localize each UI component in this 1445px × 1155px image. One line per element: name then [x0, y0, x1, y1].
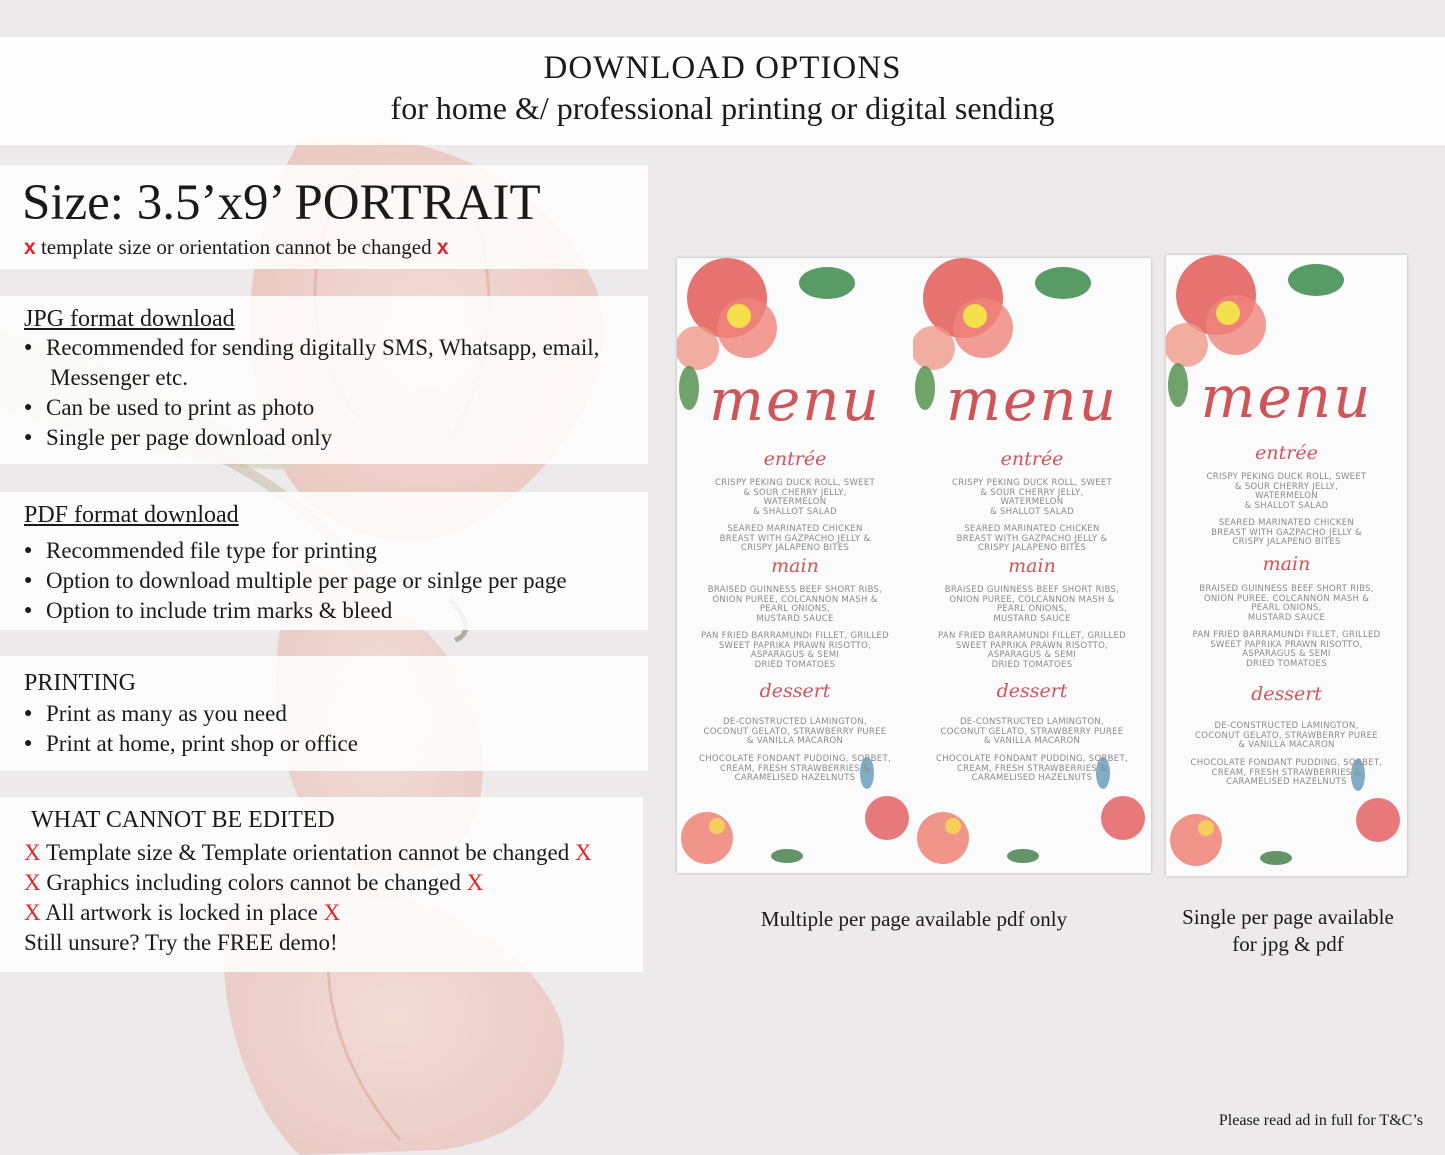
multiple-per-page-mockup [677, 258, 1151, 873]
bullet-icon: ● [24, 573, 33, 588]
menu-item: DE-CONSTRUCTED LAMINGTON, COCONUT GELATO, STRAWBERRY PUREE & VANILLA MACARON [1195, 721, 1378, 750]
jpg-panel [0, 296, 648, 464]
printing-title: PRINTING [24, 670, 136, 696]
x-mark-icon: X [466, 870, 484, 895]
entree-label: entrée [1255, 442, 1318, 464]
cannot-edit-list [24, 838, 592, 958]
menu-card [1166, 255, 1407, 876]
entree-label: entrée [1000, 448, 1064, 470]
closing-line: Still unsure? Try the FREE demo! [24, 930, 338, 955]
list-item: ● Can be used to print as photo [24, 393, 599, 423]
printing-list [24, 699, 358, 759]
jpg-title: JPG format download [24, 306, 235, 332]
list-item: ● Recommended for sending digitally SMS, Whatsapp, email, [24, 333, 599, 363]
main-label: main [1008, 555, 1056, 577]
single-caption: Single per page available for jpg & pdf [1182, 905, 1394, 956]
single-per-page-mockup [1166, 255, 1407, 876]
x-mark-icon: X [24, 900, 41, 925]
entree-label: entrée [763, 448, 827, 470]
menu-item: CHOCOLATE FONDANT PUDDING, SORBET, CREAM, FRESH STRAWBERRIES & CARAMELISED HAZELNUTS [1190, 758, 1383, 787]
multiple-caption: Multiple per page available pdf only [760, 907, 1068, 931]
menu-item: CHOCOLATE FONDANT PUDDING, SORBET, CREAM, FRESH STRAWBERRIES & CARAMELISED HAZELNUTS [699, 754, 891, 783]
list-item: ● Option to include trim marks & bleed [24, 596, 567, 626]
list-item: ● Single per page download only [24, 423, 599, 453]
jpg-list [24, 333, 599, 453]
menu-title: menu [1200, 363, 1373, 431]
list-item: X All artwork is locked in place X [24, 900, 341, 925]
menu-item: PAN FRIED BARRAMUNDI FILLET, GRILLED SWEET PAPRIKA PRAWN RISOTTO, ASPARAGUS & SEMI DRIED TOMATOES [1192, 630, 1381, 669]
header-banner [0, 37, 1445, 145]
bullet-icon: ● [24, 543, 33, 558]
menu-item: CHOCOLATE FONDANT PUDDING, SORBET, CREAM, FRESH STRAWBERRIES & CARAMELISED HAZELNUTS [936, 754, 1128, 783]
x-mark-icon: X [24, 840, 41, 865]
list-item-continued: Messenger etc. [50, 365, 188, 390]
cannot-edit-panel [0, 797, 643, 972]
page-subtitle: for home &/ professional printing or digital sending [390, 90, 1055, 126]
list-item: ● Print at home, print shop or office [24, 729, 358, 759]
x-mark-icon: X [574, 840, 592, 865]
bullet-icon: ● [24, 706, 33, 721]
dessert-label: dessert [996, 680, 1068, 702]
terms-note: Please read ad in full for T&C’s [1218, 1112, 1423, 1129]
menu-item: DE-CONSTRUCTED LAMINGTON, COCONUT GELATO, STRAWBERRY PUREE & VANILLA MACARON [940, 717, 1124, 746]
dessert-label: dessert [759, 680, 831, 702]
menu-item: BRAISED GUINNESS BEEF SHORT RIBS, ONION PUREE, COLCANNON MASH & PEARL ONIONS, MUSTARD SAUCE [707, 585, 883, 624]
cannot-edit-title: WHAT CANNOT BE EDITED [31, 807, 335, 833]
menu-item: PAN FRIED BARRAMUNDI FILLET, GRILLED SWEET PAPRIKA PRAWN RISOTTO, ASPARAGUS & SEMI DRIED TOMATOES [701, 631, 889, 670]
x-mark-icon: x [436, 236, 449, 259]
bullet-icon: ● [24, 603, 33, 618]
menu-item: BRAISED GUINNESS BEEF SHORT RIBS, ONION PUREE, COLCANNON MASH & PEARL ONIONS, MUSTARD SAUCE [1199, 584, 1374, 623]
list-item: ● Recommended file type for printing [24, 536, 567, 566]
bullet-icon: ● [24, 736, 33, 751]
bullet-icon: ● [24, 400, 33, 415]
pdf-list [24, 536, 567, 626]
main-label: main [1262, 553, 1311, 575]
dessert-label: dessert [1251, 683, 1322, 705]
menu-item: BRAISED GUINNESS BEEF SHORT RIBS, ONION PUREE, COLCANNON MASH & PEARL ONIONS, MUSTARD SAUCE [944, 585, 1120, 624]
menu-item: CRISPY PEKING DUCK ROLL, SWEET & SOUR CHERRY JELLY, WATERMELON & SHALLOT SALAD [715, 478, 875, 517]
list-item: X Graphics including colors cannot be changed X [24, 870, 484, 895]
list-item: ● Print as many as you need [24, 699, 358, 729]
size-note [24, 235, 449, 260]
pdf-title: PDF format download [24, 502, 239, 528]
pdf-panel [0, 492, 648, 630]
menu-card [913, 258, 1151, 873]
x-mark-icon: X [323, 900, 341, 925]
menu-card [677, 258, 913, 873]
size-note-text: template size or orientation cannot be changed [40, 235, 432, 259]
printing-panel [0, 656, 648, 771]
x-mark-icon: X [24, 870, 41, 895]
menu-item: SEARED MARINATED CHICKEN BREAST WITH GAZPACHO JELLY & CRISPY JALAPENO BITES [1211, 518, 1362, 547]
main-label: main [771, 555, 819, 577]
bullet-icon: ● [24, 340, 33, 355]
menu-title: menu [708, 366, 882, 434]
page-title: DOWNLOAD OPTIONS [543, 50, 902, 86]
menu-item: CRISPY PEKING DUCK ROLL, SWEET & SOUR CHERRY JELLY, WATERMELON & SHALLOT SALAD [1206, 472, 1367, 511]
menu-item: PAN FRIED BARRAMUNDI FILLET, GRILLED SWEET PAPRIKA PRAWN RISOTTO, ASPARAGUS & SEMI DRIED TOMATOES [938, 631, 1126, 670]
list-item: ● Option to download multiple per page or sinlge per page [24, 566, 567, 596]
menu-item: CRISPY PEKING DUCK ROLL, SWEET & SOUR CHERRY JELLY, WATERMELON & SHALLOT SALAD [952, 478, 1112, 517]
size-panel [0, 165, 648, 269]
list-item: X Template size & Template orientation cannot be changed X [24, 840, 592, 865]
menu-item: DE-CONSTRUCTED LAMINGTON, COCONUT GELATO, STRAWBERRY PUREE & VANILLA MACARON [703, 717, 887, 746]
menu-item: SEARED MARINATED CHICKEN BREAST WITH GAZPACHO JELLY & CRISPY JALAPENO BITES [956, 524, 1108, 553]
x-mark-icon: x [24, 236, 36, 259]
size-title: Size: 3.5’x9’ PORTRAIT [22, 175, 541, 231]
menu-title: menu [945, 366, 1119, 434]
bullet-icon: ● [24, 430, 33, 445]
menu-item: SEARED MARINATED CHICKEN BREAST WITH GAZPACHO JELLY & CRISPY JALAPENO BITES [719, 524, 871, 553]
